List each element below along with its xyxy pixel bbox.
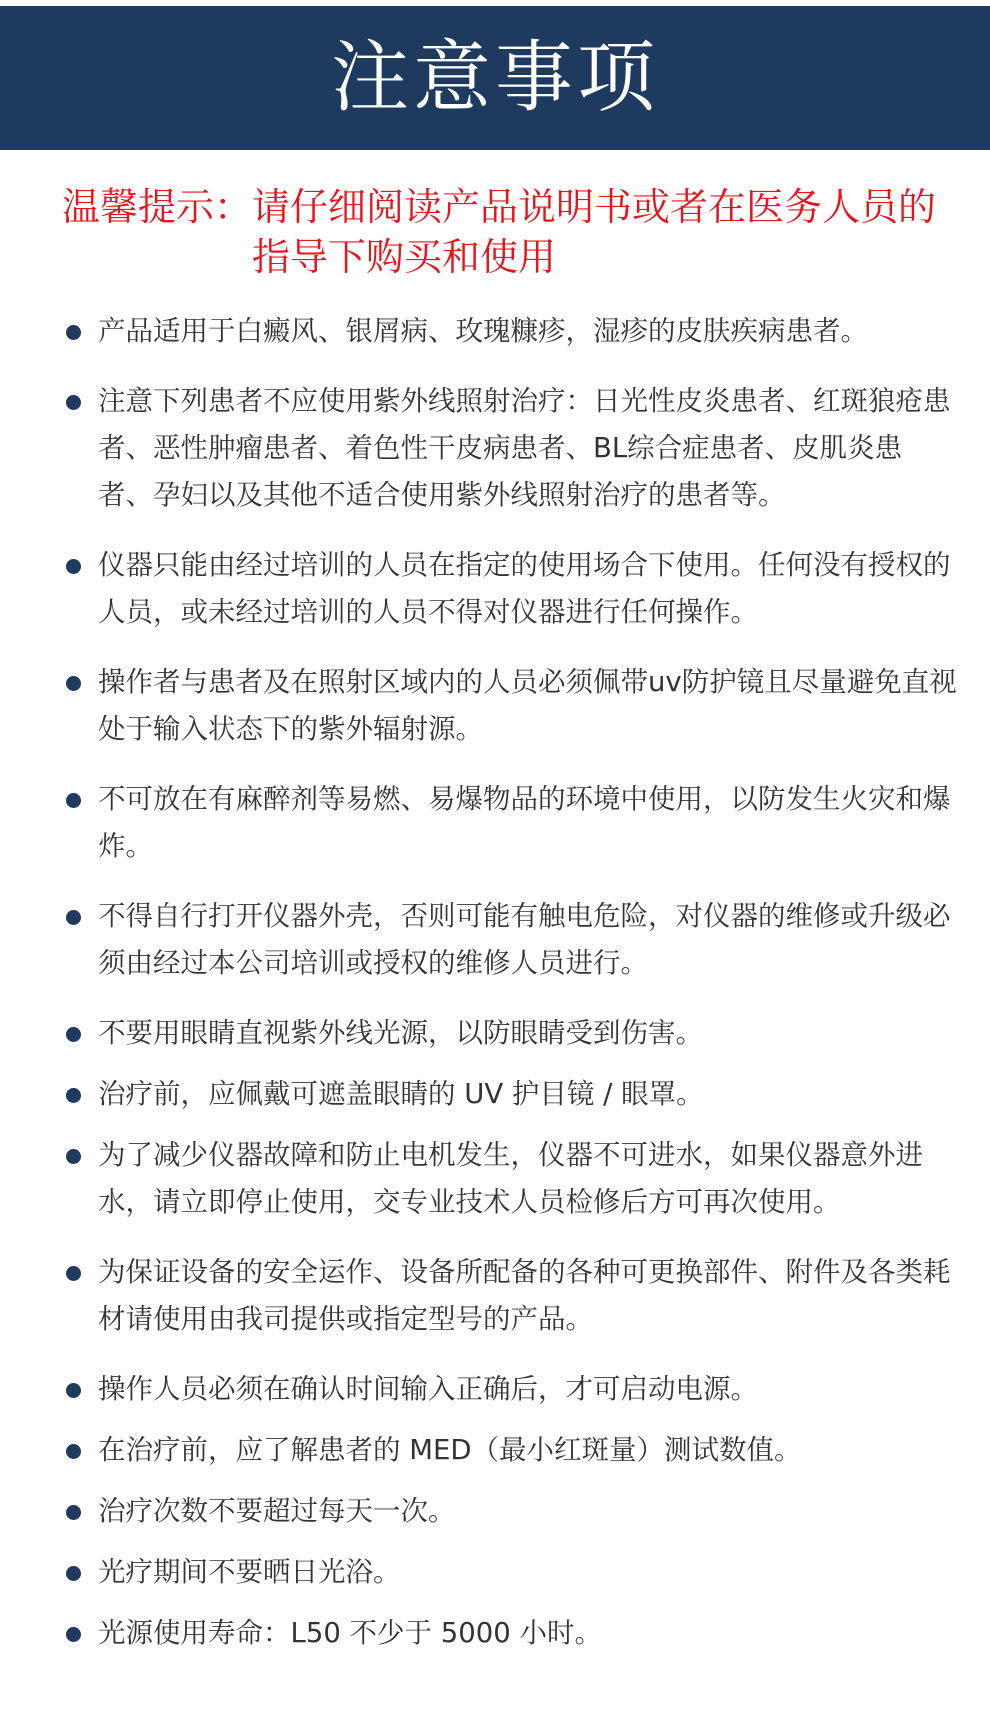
list-item-text: 光源使用寿命：L50 不少于 5000 小时。: [98, 1617, 603, 1649]
list-item-text: 操作者与患者及在照射区域内的人员必须佩带uv防护镜且尽量避免直视处于输入状态下的紫外辐射源。: [98, 666, 957, 745]
bullet-icon: [66, 395, 81, 410]
list-item-text: 注意下列患者不应使用紫外线照射治疗：日光性皮炎患者、红斑狼疮患者、恶性肿瘤患者、着色性干皮病患者、BL综合症患者、皮肌炎患者、孕妇以及其他不适合使用紫外线照射治疗的患者等。: [98, 385, 951, 511]
bullet-icon: [66, 910, 81, 925]
list-item-text: 为了减少仪器故障和防止电机发生，仪器不可进水，如果仪器意外进水，请立即停止使用，交专业技术人员检修后方可再次使用。: [98, 1139, 923, 1218]
list-item: [62, 378, 957, 519]
list-item-text: 治疗次数不要超过每天一次。: [98, 1495, 456, 1527]
list-item: [62, 776, 957, 870]
page-title: 注意事项: [330, 33, 659, 123]
list-item: [62, 1488, 957, 1535]
list-item-text: 不要用眼睛直视紫外线光源，以防眼睛受到伤害。: [98, 1017, 703, 1049]
warm-tip-label: 温馨提示：: [62, 185, 253, 229]
list-item: [62, 1610, 957, 1657]
list-item-text: 为保证设备的安全运作、设备所配备的各种可更换部件、附件及各类耗材请使用由我司提供或指定型号的产品。: [98, 1256, 951, 1335]
warm-tip-text: 请仔细阅读产品说明书或者在医务人员的指导下购买和使用: [252, 185, 937, 279]
list-item: [62, 542, 957, 636]
list-item: [62, 1010, 957, 1057]
bullet-icon: [66, 1383, 81, 1398]
bullet-icon: [66, 1027, 81, 1042]
bullet-icon: [66, 325, 81, 340]
list-item: [62, 1549, 957, 1596]
list-item-text: 不可放在有麻醉剂等易燃、易爆物品的环境中使用，以防发生火灾和爆炸。: [98, 783, 951, 862]
warm-tip: [62, 182, 942, 282]
list-item: [62, 1366, 957, 1413]
page-header: [0, 6, 990, 150]
list-item: [62, 1132, 957, 1226]
list-item: [62, 1071, 957, 1118]
list-item: [62, 1249, 957, 1343]
list-item: [62, 659, 957, 753]
precautions-list: [62, 308, 957, 1657]
bullet-icon: [66, 1505, 81, 1520]
list-item-text: 产品适用于白癜风、银屑病、玫瑰糠疹，湿疹的皮肤疾病患者。: [98, 315, 868, 347]
list-item-text: 光疗期间不要晒日光浴。: [98, 1556, 401, 1588]
bullet-icon: [66, 793, 81, 808]
bullet-icon: [66, 1088, 81, 1103]
bullet-icon: [66, 676, 81, 691]
list-item-text: 治疗前，应佩戴可遮盖眼睛的 UV 护目镜 / 眼罩。: [98, 1078, 704, 1110]
list-item-text: 仪器只能由经过培训的人员在指定的使用场合下使用。任何没有授权的人员，或未经过培训的人员不得对仪器进行任何操作。: [98, 549, 951, 628]
bullet-icon: [66, 1266, 81, 1281]
list-item-text: 不得自行打开仪器外壳，否则可能有触电危险，对仪器的维修或升级必须由经过本公司培训或授权的维修人员进行。: [98, 900, 951, 979]
list-item: [62, 893, 957, 987]
bullet-icon: [66, 1149, 81, 1164]
bullet-icon: [66, 1444, 81, 1459]
list-item: [62, 308, 957, 355]
bullet-icon: [66, 1566, 81, 1581]
bullet-icon: [66, 1627, 81, 1642]
list-item-text: 在治疗前，应了解患者的 MED（最小红斑量）测试数值。: [98, 1434, 802, 1466]
bullet-icon: [66, 559, 81, 574]
list-item-text: 操作人员必须在确认时间输入正确后，才可启动电源。: [98, 1373, 758, 1405]
list-item: [62, 1427, 957, 1474]
